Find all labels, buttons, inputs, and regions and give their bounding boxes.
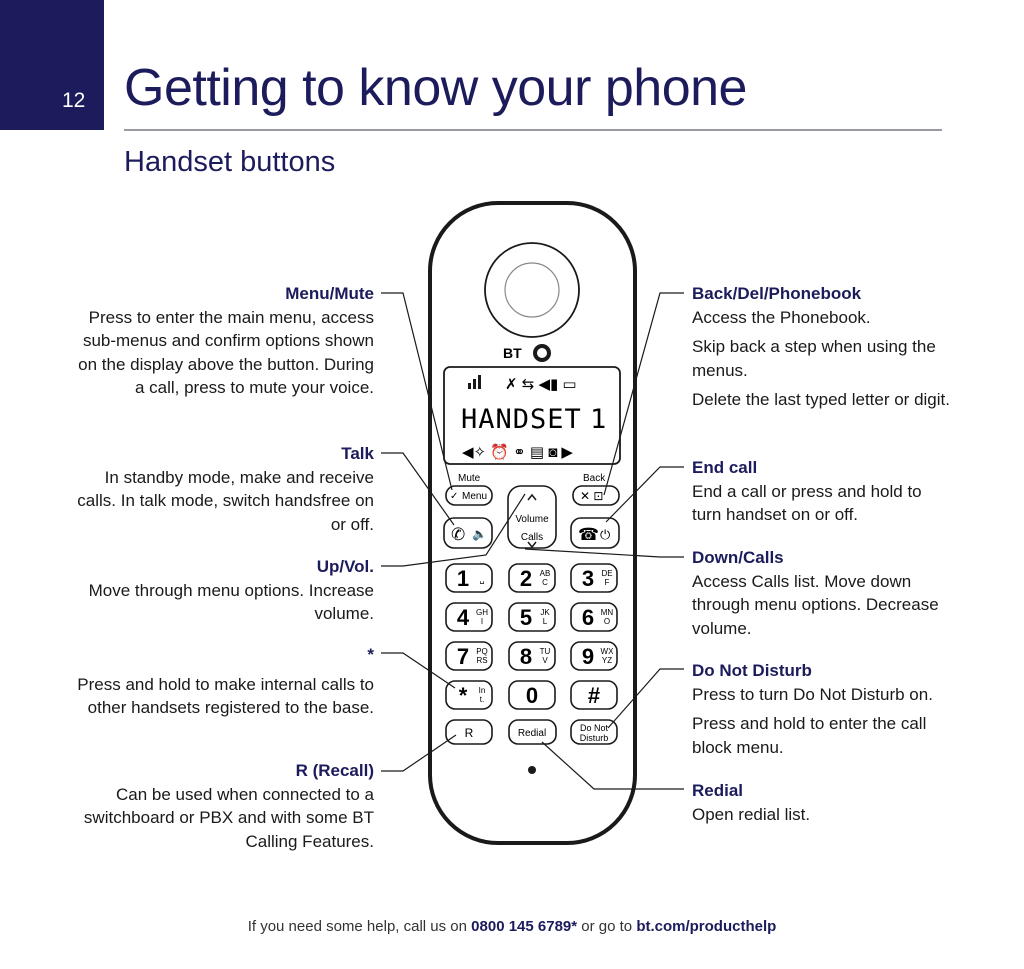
key-letters: In bbox=[478, 686, 486, 695]
lcd-handset-number: 1 bbox=[590, 404, 607, 435]
key-digit: 2 bbox=[519, 566, 533, 591]
key-digit: 1 bbox=[456, 566, 470, 591]
callout-body-1: Access the Phonebook. bbox=[692, 307, 871, 327]
key-letters: C bbox=[542, 578, 548, 587]
back-button-icons: ✕ ⊡ bbox=[580, 489, 604, 503]
section-subtitle: Handset buttons bbox=[124, 146, 336, 178]
lcd-bottom-icons: ◀✧ ⏰ ⚭ ▤ ◙ ▶ bbox=[462, 444, 573, 461]
callout-heading: Do Not Disturb bbox=[692, 661, 812, 680]
end-call-icon: ☎ bbox=[578, 525, 600, 544]
key-letters: DE bbox=[601, 569, 613, 578]
callout-heading: * bbox=[367, 645, 374, 664]
key-letters: JK bbox=[540, 608, 550, 617]
callout-heading: Back/Del/Phonebook bbox=[692, 284, 862, 303]
key-letters: L bbox=[542, 617, 548, 626]
callout-body-2: Press and hold to enter the call block menu. bbox=[692, 714, 927, 757]
key-letters: TU bbox=[539, 647, 551, 656]
key-letters: O bbox=[603, 617, 611, 626]
microphone-dot bbox=[528, 766, 536, 774]
status-icons: ✗ ⇆ ◀▮ ▭ bbox=[505, 376, 577, 393]
volume-label: Volume bbox=[515, 514, 549, 525]
callout-heading: Down/Calls bbox=[692, 548, 784, 567]
key-digit: 9 bbox=[581, 644, 595, 669]
footer-url[interactable]: bt.com/producthelp bbox=[636, 918, 777, 935]
callout-heading: Talk bbox=[341, 444, 374, 463]
key-digit: 0 bbox=[525, 683, 539, 708]
speaker-icon: 🔈 bbox=[472, 527, 487, 541]
callout-body: Can be used when connected to a switchboard or PBX and with some BT Calling Features. bbox=[83, 784, 374, 851]
callout-down-calls bbox=[692, 546, 952, 640]
key-digit: 3 bbox=[581, 566, 595, 591]
bt-logo-globe-inner bbox=[537, 348, 547, 358]
callout-end-call bbox=[692, 456, 952, 527]
key-digit: 6 bbox=[581, 605, 595, 630]
calls-label: Calls bbox=[520, 532, 544, 543]
back-label: Back bbox=[583, 473, 606, 484]
callout-body: Move through menu options. Increase volume. bbox=[88, 580, 374, 623]
callout-heading: Up/Vol. bbox=[316, 557, 374, 576]
key-letters: MN bbox=[600, 608, 614, 617]
key-digit: 4 bbox=[456, 605, 470, 630]
power-icon: ⏻ bbox=[600, 527, 611, 542]
page-title: Getting to know your phone bbox=[124, 59, 747, 117]
key-letters: t. bbox=[479, 695, 485, 704]
key-letters: WX bbox=[600, 647, 614, 656]
key-letters: I bbox=[480, 617, 484, 626]
key-letters: PQ bbox=[476, 647, 488, 656]
page-number: 12 bbox=[62, 89, 86, 112]
key-letters: ␣ bbox=[479, 575, 485, 584]
callout-heading: R (Recall) bbox=[295, 761, 374, 780]
callout-recall bbox=[74, 759, 374, 853]
callout-menu-mute bbox=[74, 282, 374, 400]
key-letters: RS bbox=[476, 656, 488, 665]
callout-back bbox=[692, 282, 952, 412]
callout-body: Access Calls list. Move down through menu options. Decrease volume. bbox=[692, 571, 939, 638]
key-letters: GH bbox=[476, 608, 488, 617]
dnd-button-label-2: Disturb bbox=[579, 733, 609, 743]
dnd-button-label-1: Do Not bbox=[579, 723, 609, 733]
key-letters: YZ bbox=[601, 656, 613, 665]
key-digit: # bbox=[587, 683, 601, 708]
key-digit: 5 bbox=[519, 605, 533, 630]
callout-star bbox=[74, 643, 374, 720]
callout-heading: End call bbox=[692, 458, 758, 477]
recall-button-label: R bbox=[464, 726, 474, 740]
callout-talk bbox=[74, 442, 374, 536]
callout-body: Press to enter the main menu, access sub-menus and confirm options shown on the display above the button. During a call, press to mute your voice. bbox=[78, 307, 374, 397]
callout-body: Press and hold to make internal calls to other handsets registered to the base. bbox=[77, 674, 374, 717]
footer-prefix: If you need some help, call us on bbox=[247, 918, 472, 935]
callout-redial bbox=[692, 779, 952, 826]
footer-phone: 0800 145 6789* bbox=[471, 918, 578, 935]
talk-phone-icon: ✆ bbox=[451, 525, 466, 544]
redial-button-label: Redial bbox=[517, 728, 547, 739]
key-digit: * bbox=[458, 683, 468, 708]
key-letters: F bbox=[604, 578, 610, 587]
callout-body-1: Press to turn Do Not Disturb on. bbox=[692, 684, 933, 704]
callout-body: Open redial list. bbox=[692, 804, 811, 824]
callout-up-vol bbox=[74, 555, 374, 626]
bt-logo-text: BT bbox=[503, 345, 522, 361]
callout-body: End a call or press and hold to turn handset on or off. bbox=[692, 481, 922, 524]
key-letters: V bbox=[542, 656, 548, 665]
callout-body-2: Skip back a step when using the menus. bbox=[692, 337, 936, 380]
lcd-handset-text: HANDSET bbox=[461, 404, 582, 435]
callout-body: In standby mode, make and receive calls. In talk mode, switch handsfree on or off. bbox=[77, 467, 374, 534]
callout-heading: Menu/Mute bbox=[285, 284, 374, 303]
key-letters: AB bbox=[539, 569, 551, 578]
footer-middle: or go to bbox=[577, 918, 637, 935]
callout-dnd bbox=[692, 659, 947, 759]
mute-label: Mute bbox=[458, 473, 481, 484]
menu-button-label: Menu bbox=[462, 491, 488, 502]
menu-button-check: ✓ bbox=[450, 491, 459, 502]
key-digit: 8 bbox=[519, 644, 533, 669]
key-digit: 7 bbox=[456, 644, 470, 669]
footer-help bbox=[0, 918, 1024, 935]
callout-body-3: Delete the last typed letter or digit. bbox=[692, 390, 950, 409]
callout-heading: Redial bbox=[692, 781, 744, 800]
